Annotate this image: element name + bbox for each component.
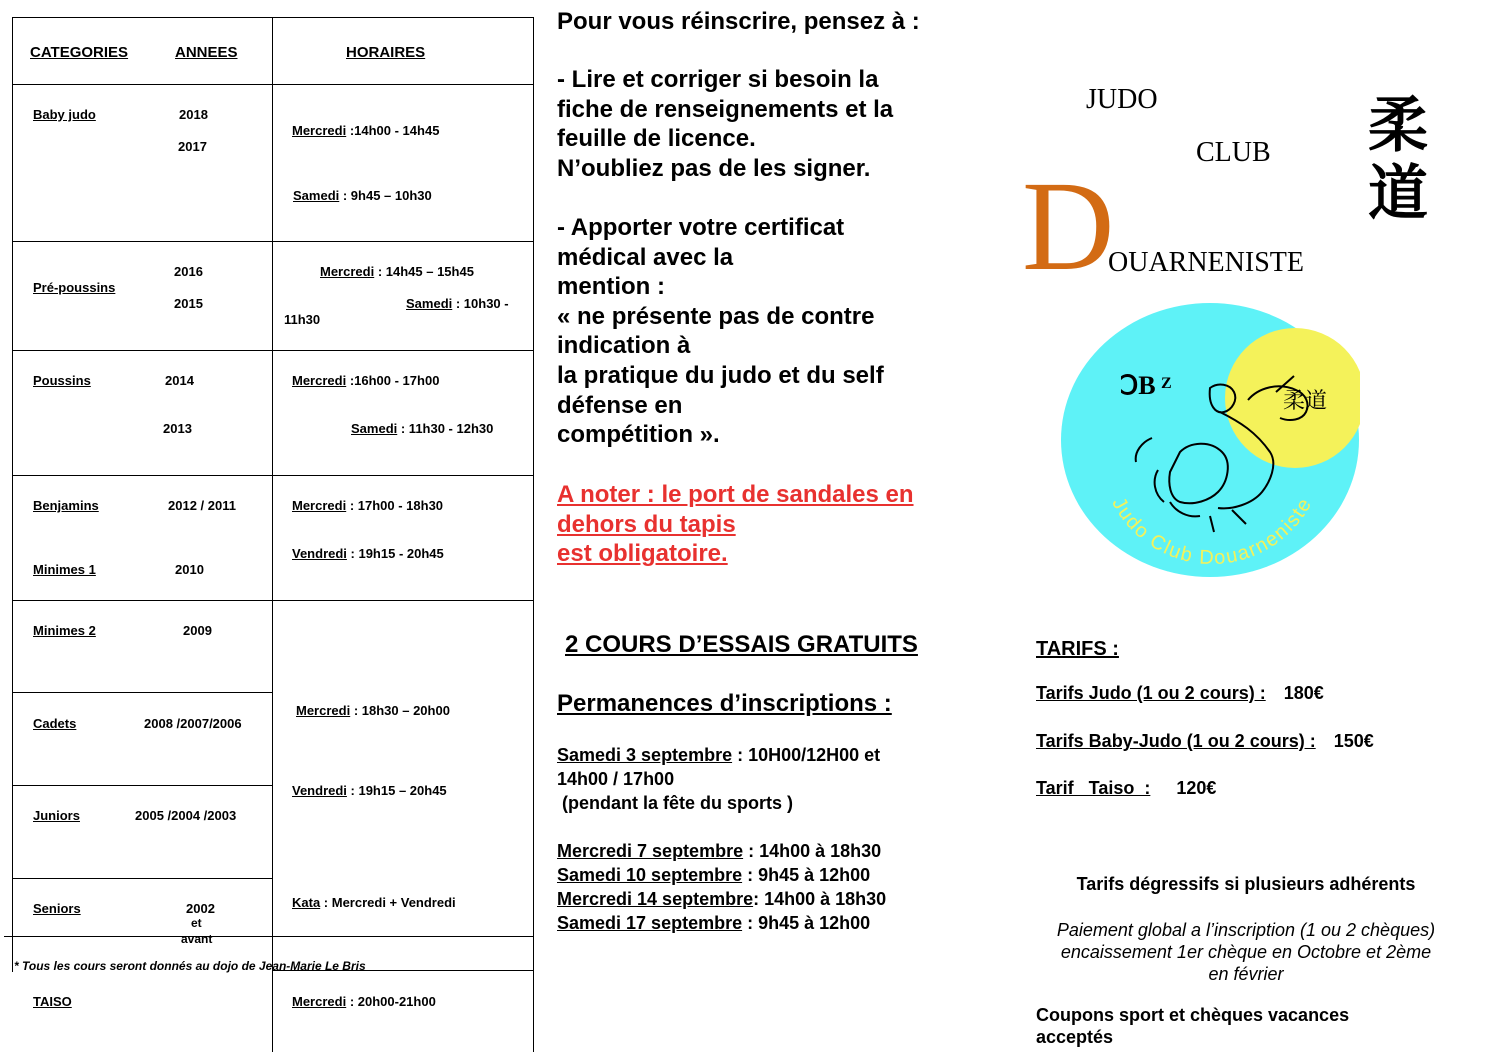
schedule-day: Mercredi [292, 994, 347, 1009]
session-hours: : 9h45 à 12h00 [742, 865, 871, 885]
schedule-day: Samedi [351, 421, 398, 436]
club-initial: D [1022, 155, 1115, 297]
schedule-day: Mercredi [292, 123, 347, 138]
permanences-title: Permanences d’inscriptions : [557, 690, 892, 717]
row-divider [12, 785, 273, 786]
session-extra: (pendant la fête du sports ) [557, 793, 794, 813]
year-value: et [191, 916, 202, 930]
schedule-day: Mercredi [292, 498, 347, 513]
year-value: avant [181, 932, 213, 946]
reinscription-title: Pour vous réinscrire, pensez à : [557, 8, 920, 35]
tarif-price: 150€ [1333, 731, 1374, 751]
session-date: Samedi 10 septembre [557, 865, 743, 885]
text-line: est obligatoire. [557, 540, 728, 568]
text-line: mention : [557, 273, 665, 301]
logo-mark: Z [1161, 375, 1172, 392]
header-horaires: HORAIRES [346, 44, 426, 61]
text-line: fiche de renseignements et la [557, 95, 894, 123]
sandals-note [557, 480, 914, 569]
text-line: la pratique du judo et du self [557, 361, 884, 389]
tarif-row [1036, 778, 1216, 799]
club-word-club: CLUB [1196, 137, 1271, 168]
header-annees: ANNEES [175, 44, 238, 61]
text-line: acceptés [1036, 1027, 1114, 1047]
payment-note [1030, 919, 1462, 985]
schedule-entry [292, 498, 443, 513]
text-line: A noter : le port de sandales en [557, 481, 914, 508]
tarif-label: Tarifs Judo (1 ou 2 cours) : [1036, 683, 1266, 703]
session-item [557, 911, 886, 935]
category-label: Seniors [33, 901, 81, 916]
text-line: défense en [557, 391, 683, 419]
table-footnote: * Tous les cours seront donnés au dojo de Jean-Marie Le Bris [14, 959, 366, 973]
year-value: 2002 [186, 901, 215, 916]
category-label: Poussins [33, 373, 91, 388]
year-value: 2018 [179, 107, 208, 122]
text-line: indication à [557, 332, 691, 360]
text-line: encaissement 1er chèque en Octobre et 2ème [1060, 942, 1432, 962]
text-line: Paiement global a l’inscription (1 ou 2 chèques) [1056, 920, 1436, 940]
text-line: - Apporter votre certificat [557, 214, 845, 241]
tarif-label: Tarifs Baby-Judo (1 ou 2 cours) : [1036, 731, 1316, 751]
table-border-left [12, 17, 13, 972]
schedule-time: : 19h15 - 20h45 [346, 546, 444, 561]
degressive-note: Tarifs dégressifs si plusieurs adhérents [1076, 874, 1416, 894]
row-divider [4, 936, 534, 937]
schedule-entry [406, 296, 509, 311]
session-extra: 14h00 / 17h00 [557, 769, 675, 789]
row-divider [12, 878, 273, 879]
schedule-time: : 11h30 - 12h30 [397, 421, 494, 436]
tarif-row [1036, 731, 1374, 752]
tarif-row [1036, 683, 1324, 704]
category-label: Cadets [33, 716, 77, 731]
session-date: Mercredi 14 septembre [557, 889, 754, 909]
text-line: dehors du tapis [557, 510, 736, 538]
schedule-day: Samedi [293, 188, 340, 203]
schedule-entry [292, 123, 439, 138]
text-line: feuille de licence. [557, 125, 756, 153]
schedule-entry [320, 264, 474, 279]
schedule-time: :14h00 - 14h45 [346, 123, 440, 138]
table-border-right [533, 17, 534, 1052]
logo-mark-icon: ↃB [1120, 371, 1156, 400]
session-date: Samedi 17 septembre [557, 913, 743, 933]
text-line: médical avec la [557, 243, 734, 271]
club-logo [1060, 302, 1360, 578]
coupons-note [1036, 1004, 1349, 1048]
row-divider [12, 350, 534, 351]
session-item [557, 887, 886, 911]
schedule-entry [293, 188, 432, 203]
schedule-table [12, 17, 534, 1052]
logo-arc-text: Judo Club Douarneniste [1107, 493, 1317, 570]
category-label: Minimes 1 [33, 562, 96, 577]
category-label: Benjamins [33, 498, 99, 513]
year-value: 2012 / 2011 [168, 498, 236, 513]
text-line: « ne présente pas de contre [557, 302, 875, 330]
session-list [557, 743, 886, 935]
schedule-time: : 14h45 – 15h45 [374, 264, 474, 279]
year-value: 2015 [174, 296, 203, 311]
schedule-entry [292, 546, 444, 561]
schedule-day: Mercredi [320, 264, 375, 279]
session-item [557, 743, 886, 767]
category-label: Baby judo [33, 107, 96, 122]
tarif-label: Tarif Taiso : [1036, 778, 1151, 798]
schedule-time: : 17h00 - 18h30 [346, 498, 444, 513]
session-hours: : 10H00/12H00 et [732, 745, 881, 765]
year-value: 2005 /2004 /2003 [135, 808, 237, 823]
schedule-day: Vendredi [292, 783, 347, 798]
schedule-time: : 18h30 – 20h00 [350, 703, 450, 718]
reinscription-item-1 [557, 65, 893, 183]
schedule-time: :16h00 - 17h00 [346, 373, 440, 388]
text-line: compétition ». [557, 421, 720, 449]
schedule-entry [292, 994, 436, 1009]
session-date: Mercredi 7 septembre [557, 841, 744, 861]
row-divider [12, 600, 534, 601]
schedule-time: : 10h30 - [452, 296, 509, 311]
text-line: en février [1208, 964, 1284, 984]
tarif-price: 120€ [1176, 778, 1217, 798]
row-divider [12, 84, 534, 85]
table-border-top [12, 17, 534, 18]
year-value: 2013 [163, 421, 192, 436]
year-value: 2017 [178, 139, 207, 154]
schedule-wrap: 11h30 [284, 312, 321, 327]
schedule-entry [296, 703, 450, 718]
schedule-time: : Mercredi + Vendredi [320, 895, 456, 910]
text-line: Coupons sport et chèques vacances [1036, 1005, 1350, 1025]
session-hours: : 14h00 à 18h30 [753, 889, 887, 909]
year-value: 2010 [175, 562, 204, 577]
year-value: 2014 [165, 373, 194, 388]
tarifs-title: TARIFS : [1036, 638, 1119, 660]
club-word-judo: JUDO [1086, 84, 1158, 115]
tarif-price: 180€ [1283, 683, 1324, 703]
schedule-time: : 20h00-21h00 [346, 994, 436, 1009]
logo-kanji-icon: 柔道 [1282, 388, 1328, 413]
schedule-entry [292, 895, 456, 910]
category-label: Juniors [33, 808, 80, 823]
schedule-day: Mercredi [292, 373, 347, 388]
year-value: 2008 /2007/2006 [144, 716, 242, 731]
year-value: 2016 [174, 264, 203, 279]
row-divider [12, 692, 273, 693]
schedule-entry [292, 373, 439, 388]
kanji-judo-icon: 柔道 [1368, 93, 1428, 227]
session-item [557, 839, 886, 863]
header-categories: CATEGORIES [30, 44, 129, 61]
category-label: TAISO [33, 994, 72, 1009]
row-divider [12, 241, 534, 242]
schedule-time: : 19h15 – 20h45 [346, 783, 447, 798]
table-column-divider [272, 17, 273, 1052]
schedule-day: Kata [292, 895, 321, 910]
schedule-day: Mercredi [296, 703, 351, 718]
category-label: Minimes 2 [33, 623, 96, 638]
reinscription-item-2 [557, 213, 884, 450]
schedule-entry [351, 421, 493, 436]
trial-courses: 2 COURS D’ESSAIS GRATUITS [565, 631, 918, 658]
schedule-time: : 9h45 – 10h30 [339, 188, 432, 203]
session-date: Samedi 3 septembre [557, 745, 733, 765]
schedule-day: Vendredi [292, 546, 347, 561]
session-hours: : 9h45 à 12h00 [742, 913, 871, 933]
club-word-ouarneniste: OUARNENISTE [1108, 247, 1304, 278]
year-value: 2009 [183, 623, 212, 638]
schedule-entry [292, 783, 447, 798]
text-line: - Lire et corriger si besoin la [557, 66, 879, 93]
session-hours: : 14h00 à 18h30 [743, 841, 882, 861]
text-line: N’oubliez pas de les signer. [557, 154, 871, 182]
category-label: Pré-poussins [33, 280, 116, 295]
session-item [557, 863, 886, 887]
schedule-day: Samedi [406, 296, 453, 311]
row-divider [12, 475, 534, 476]
